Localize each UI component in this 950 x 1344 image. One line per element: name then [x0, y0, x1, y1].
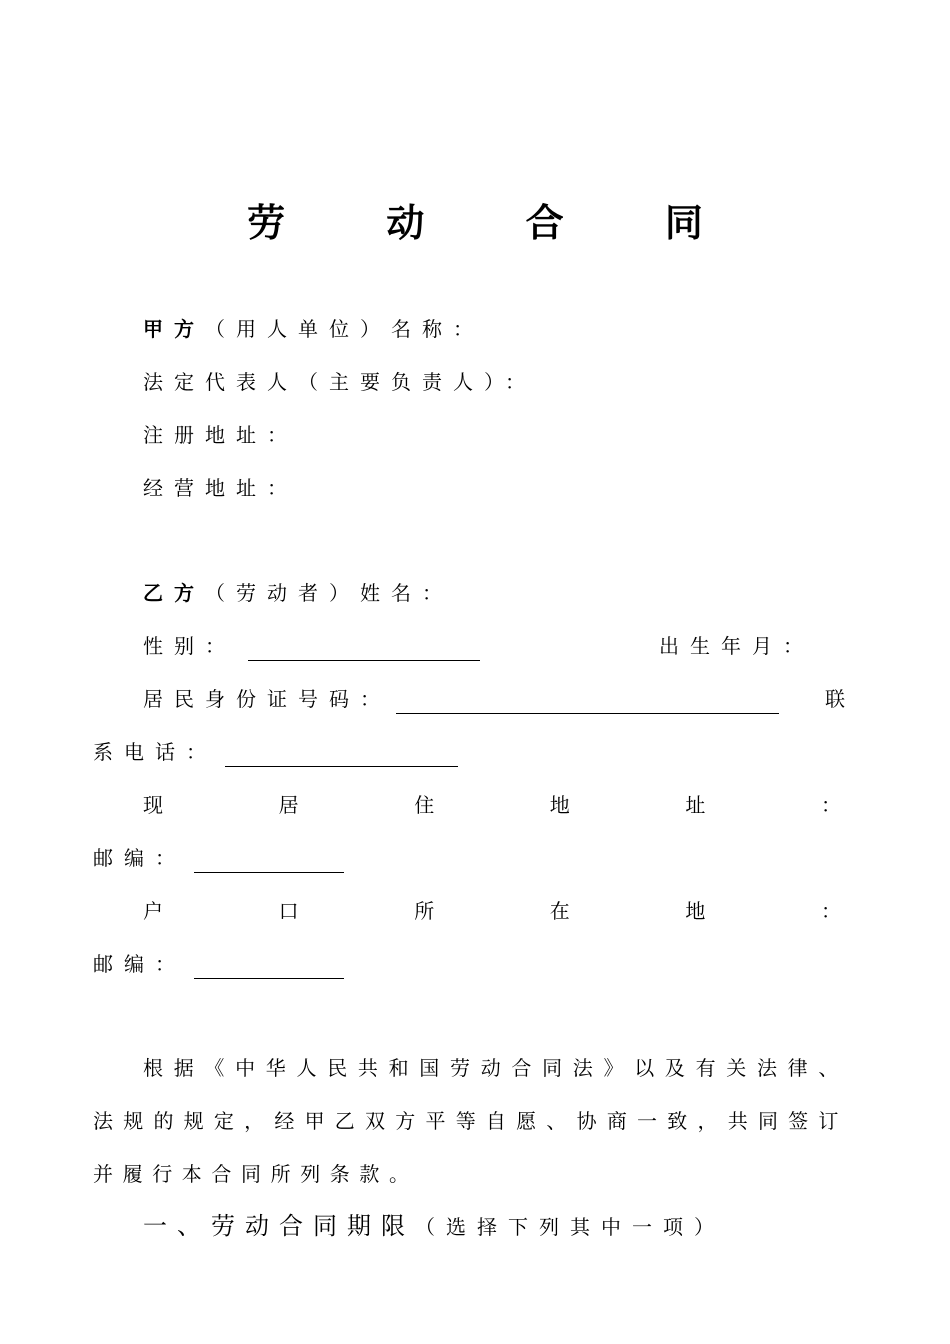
postcode2-line	[93, 949, 344, 979]
postcode1-line	[93, 843, 344, 873]
hukou-char: 口	[278, 899, 299, 923]
hukou-char: 户	[143, 899, 163, 923]
phone-label: 系电话：	[93, 740, 217, 764]
current-address-char: 住	[414, 793, 435, 817]
reg-address-label: 注册地址：	[143, 423, 298, 447]
hukou-line	[143, 896, 841, 926]
current-address-char: 地	[549, 793, 570, 817]
section-1-heading	[143, 1209, 725, 1246]
section-1-note: （选择下列其中一项）	[415, 1215, 725, 1239]
postcode1-blank[interactable]	[194, 848, 344, 873]
postcode1-label: 邮编：	[93, 846, 186, 870]
legal-rep-label: 法定代表人（主要负责人）：	[143, 370, 536, 394]
phone-line	[93, 737, 458, 767]
hukou-char: 所	[414, 899, 435, 923]
party-a-name-line	[143, 314, 484, 344]
section-1-title: 一、劳动合同期限	[143, 1212, 415, 1240]
id-number-line	[143, 684, 779, 714]
gender-blank[interactable]	[248, 636, 480, 661]
birth-label: 出生年月：	[659, 634, 814, 658]
current-address-line	[143, 790, 841, 820]
hukou-char: 地	[685, 899, 706, 923]
current-address-char: ：	[820, 793, 841, 817]
id-number-blank[interactable]	[396, 689, 779, 714]
phone-prefix: 联	[825, 687, 845, 711]
gender-label: 性别：	[143, 634, 236, 658]
gender-line	[143, 631, 480, 661]
hukou-char: 在	[549, 899, 570, 923]
postcode2-blank[interactable]	[194, 954, 344, 979]
biz-address-label: 经营地址：	[143, 476, 298, 500]
phone-blank[interactable]	[225, 742, 458, 767]
postcode2-label: 邮编：	[93, 952, 186, 976]
page-title: 劳 动 合 同	[247, 200, 747, 245]
hukou-char: ：	[820, 899, 841, 923]
current-address-char: 现	[143, 793, 163, 817]
current-address-char: 址	[685, 793, 706, 817]
party-a-label: 甲方	[143, 317, 205, 341]
current-address-char: 居	[278, 793, 299, 817]
party-b-label-rest: （劳动者）姓名：	[205, 581, 453, 605]
preamble-paragraph: 根据《中华人民共和国劳动合同法》以及有关法律、法规的规定，经甲乙双方平等自愿、协商一致，共同签订并履行本合同所列条款。	[93, 1056, 848, 1186]
party-b-name-line	[143, 578, 453, 608]
party-a-label-rest: （用人单位）名称：	[205, 317, 484, 341]
id-number-label: 居民身份证号码：	[143, 687, 391, 711]
party-b-label: 乙方	[143, 581, 205, 605]
